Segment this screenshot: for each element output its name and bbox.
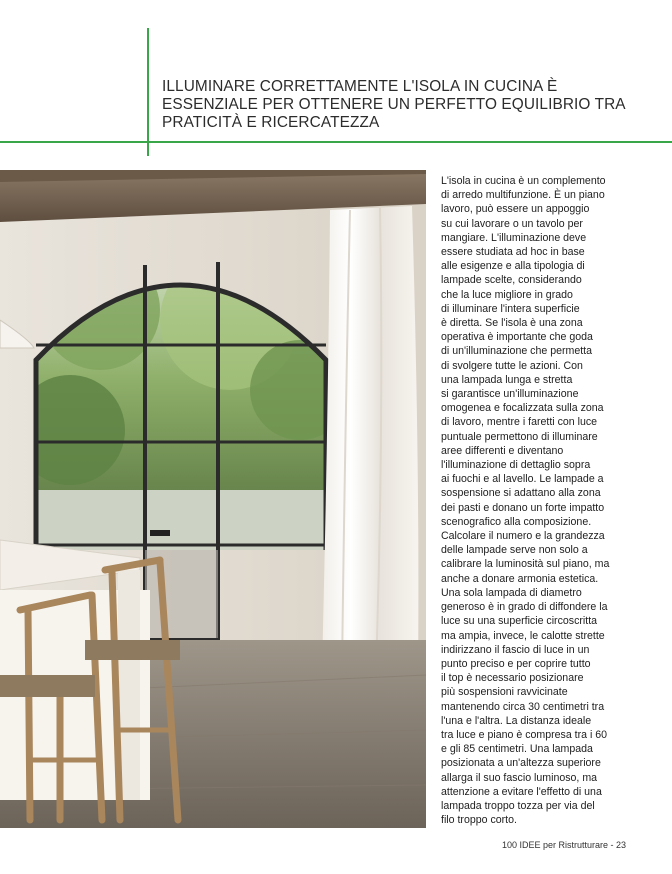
body-line: tra luce e piano è compresa tra i 60 xyxy=(441,728,608,741)
body-line: omogenea e focalizzata sulla zona xyxy=(441,402,604,415)
vertical-accent-rule xyxy=(147,28,149,156)
body-line: filo troppo corto. xyxy=(441,814,517,827)
body-line: anche a donare armonia estetica. xyxy=(441,572,599,585)
body-line: luce su una superficie circoscritta xyxy=(441,615,598,628)
body-line: allarga il suo fascio luminoso, ma xyxy=(441,771,598,784)
body-line: scenografico alla composizione. xyxy=(441,515,592,528)
body-line: è diretta. Se l'isola è una zona xyxy=(441,317,583,330)
body-line: mangiare. L'illuminazione deve xyxy=(441,231,587,244)
footer-separator: - xyxy=(607,840,616,850)
body-line: ma ampia, invece, le calotte strette xyxy=(441,629,605,642)
body-line: di un'illuminazione che permetta xyxy=(441,345,593,358)
body-line: una lampada lunga e stretta xyxy=(441,373,573,386)
body-line: l'una e l'altra. La distanza ideale xyxy=(441,714,592,727)
headline-line: ILLUMINARE CORRETTAMENTE L'ISOLA IN CUCINA È xyxy=(162,78,558,95)
body-line: lampada troppo tozza per via del xyxy=(441,799,595,812)
body-line: L'isola in cucina è un complemento xyxy=(441,175,606,187)
body-line: indirizzano il fascio di luce in un xyxy=(441,643,590,656)
body-line: Calcolare il numero e la grandezza xyxy=(441,530,605,543)
body-line: l'illuminazione di dettaglio sopra xyxy=(441,459,591,472)
body-line: di svolgere tutte le azioni. Con xyxy=(441,359,583,372)
body-line: e gli 85 centimetri. Una lampada xyxy=(441,743,593,756)
body-line: attenzione a evitare l'effetto di una xyxy=(441,785,602,798)
body-line: il top è necessario posizionare xyxy=(441,672,584,685)
body-line: puntuale permettono di illuminare xyxy=(441,430,598,443)
body-line: alle esigenze e alla tipologia di xyxy=(441,260,585,273)
body-line: di lavoro, mentre i faretti con luce xyxy=(441,416,598,429)
body-line: ai fuochi e al lavello. Le lampade a xyxy=(441,473,604,486)
kitchen-island-photo xyxy=(0,170,426,828)
body-line: si garantisce un'illuminazione xyxy=(441,388,579,401)
body-line: delle lampade serve non solo a xyxy=(441,544,588,557)
body-line: operativa è importante che goda xyxy=(441,331,593,344)
article-body xyxy=(441,174,665,827)
body-line: più sospensioni ravvicinate xyxy=(441,686,568,699)
article-headline xyxy=(162,78,642,132)
body-line: dei pasti e donano un forte impatto xyxy=(441,501,605,514)
body-line: di arredo multifunzione. È un piano xyxy=(441,189,605,202)
horizontal-accent-rule xyxy=(0,141,672,143)
body-line: aree differenti e diventano xyxy=(441,444,564,457)
body-line: posizionata a un'altezza superiore xyxy=(441,757,601,770)
page-footer xyxy=(502,840,626,850)
body-line: lavoro, può essere un appoggio xyxy=(441,203,590,216)
body-line: su cui lavorare o un tavolo per xyxy=(441,217,583,230)
body-line: generoso è in grado di diffondere la xyxy=(441,601,608,614)
body-line: sospensione si adattano alla zona xyxy=(441,487,601,500)
body-line: lampade scelte, considerando xyxy=(441,274,582,287)
body-line: di illuminare l'intera superficie xyxy=(441,302,580,315)
magazine-name: 100 IDEE per Ristrutturare xyxy=(501,840,608,850)
page-number: 23 xyxy=(615,840,626,850)
body-line: mantenendo circa 30 centimetri tra xyxy=(441,700,605,713)
body-line: Una sola lampada di diametro xyxy=(441,586,582,599)
body-line: punto preciso e per coprire tutto xyxy=(441,657,591,670)
body-line: calibrare la luminosità sul piano, ma xyxy=(441,558,610,571)
headline-line: ESSENZIALE PER OTTENERE UN PERFETTO EQUILIBRIO TRA xyxy=(162,96,626,113)
body-line: essere studiata ad hoc in base xyxy=(441,246,585,259)
headline-line: PRATICITÀ E RICERCATEZZA xyxy=(162,114,380,131)
body-line: che la luce migliore in grado xyxy=(441,288,573,301)
